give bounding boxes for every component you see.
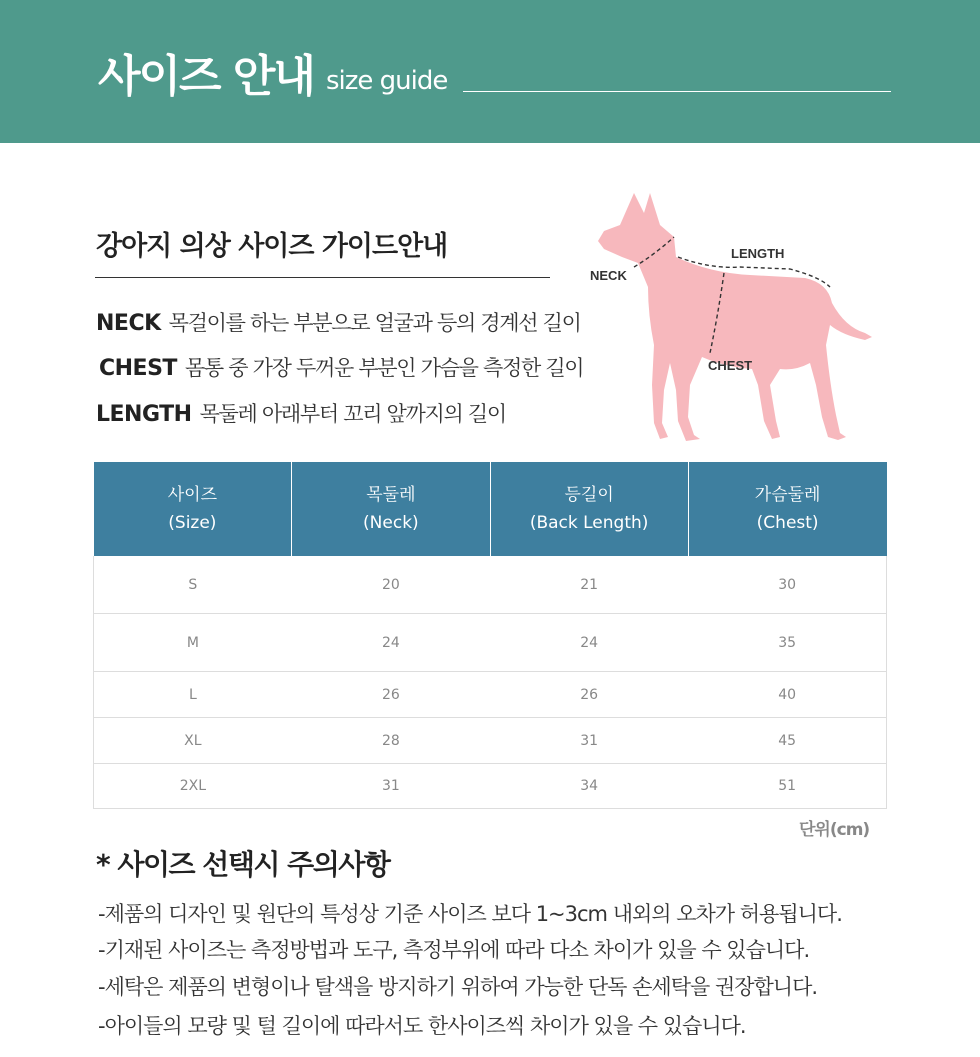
header-ko: 가슴둘레 [754, 485, 821, 505]
cell-size: 2XL [94, 764, 292, 809]
caution-note: -아이들의 모량 및 털 길이에 따라서도 한사이즈씩 차이가 있을 수 있습니다. [98, 1014, 746, 1038]
cell-chest: 30 [688, 556, 886, 614]
definition-desc: 목걸이를 하는 부분으로 얼굴과 등의 경계선 길이 [168, 311, 581, 335]
caution-title: * 사이즈 선택시 주의사항 [96, 848, 390, 881]
definition-length [96, 398, 506, 428]
cell-size: XL [94, 718, 292, 764]
cell-chest: 35 [688, 614, 886, 672]
column-header-size [94, 462, 292, 556]
cell-neck: 31 [292, 764, 490, 809]
table-row [94, 672, 887, 718]
cell-chest: 45 [688, 718, 886, 764]
definition-desc: 목둘레 아래부터 꼬리 앞까지의 길이 [199, 402, 506, 426]
cell-back-length: 24 [490, 614, 688, 672]
header-en: (Chest) [756, 513, 819, 533]
column-header-back-length [490, 462, 688, 556]
header-ko: 목둘레 [366, 485, 416, 505]
guide-divider [95, 277, 550, 278]
definition-term: CHEST [99, 356, 177, 381]
unit-label: 단위(cm) [799, 820, 870, 840]
dog-measurement-illustration [590, 185, 890, 450]
definition-term: LENGTH [96, 402, 192, 427]
table-row [94, 614, 887, 672]
neck-label: NECK [590, 268, 627, 283]
table-row [94, 718, 887, 764]
column-header-neck [292, 462, 490, 556]
dog-silhouette [598, 193, 872, 441]
table-row [94, 764, 887, 809]
definition-desc: 몸통 중 가장 두꺼운 부분인 가슴을 측정한 길이 [184, 356, 584, 380]
cell-size: M [94, 614, 292, 672]
header-ko: 등길이 [564, 485, 614, 505]
cell-chest: 51 [688, 764, 886, 809]
cell-back-length: 26 [490, 672, 688, 718]
cell-neck: 20 [292, 556, 490, 614]
definition-chest [99, 352, 583, 382]
column-header-chest [688, 462, 886, 556]
header-en: (Back Length) [529, 513, 649, 533]
guide-title: 강아지 의상 사이즈 가이드안내 [96, 231, 448, 262]
size-table [93, 462, 887, 809]
cell-back-length: 21 [490, 556, 688, 614]
header-en: (Neck) [363, 513, 419, 533]
table-row [94, 556, 887, 614]
caution-note: -제품의 디자인 및 원단의 특성상 기준 사이즈 보다 1~3cm 내외의 오차가 허용됩니다. [98, 902, 842, 926]
definition-neck [96, 307, 581, 337]
caution-note: -기재된 사이즈는 측정방법과 도구, 측정부위에 따라 다소 차이가 있을 수 있습니다. [98, 938, 810, 962]
chest-label: CHEST [708, 358, 753, 373]
caution-note: -세탁은 제품의 변형이나 탈색을 방지하기 위하여 가능한 단독 손세탁을 권장합니다. [98, 975, 818, 999]
cell-neck: 26 [292, 672, 490, 718]
length-label: LENGTH [731, 246, 785, 261]
page-header [0, 0, 980, 143]
cell-size: L [94, 672, 292, 718]
page-subtitle: size guide [326, 66, 448, 96]
cell-neck: 28 [292, 718, 490, 764]
cell-chest: 40 [688, 672, 886, 718]
page-title: 사이즈 안내 [98, 51, 314, 102]
table-header-row [94, 462, 887, 556]
cell-neck: 24 [292, 614, 490, 672]
header-divider [463, 91, 891, 92]
cell-back-length: 31 [490, 718, 688, 764]
header-ko: 사이즈 [167, 485, 218, 505]
definition-term: NECK [96, 311, 161, 336]
cell-size: S [94, 556, 292, 614]
header-en: (Size) [168, 513, 217, 533]
cell-back-length: 34 [490, 764, 688, 809]
